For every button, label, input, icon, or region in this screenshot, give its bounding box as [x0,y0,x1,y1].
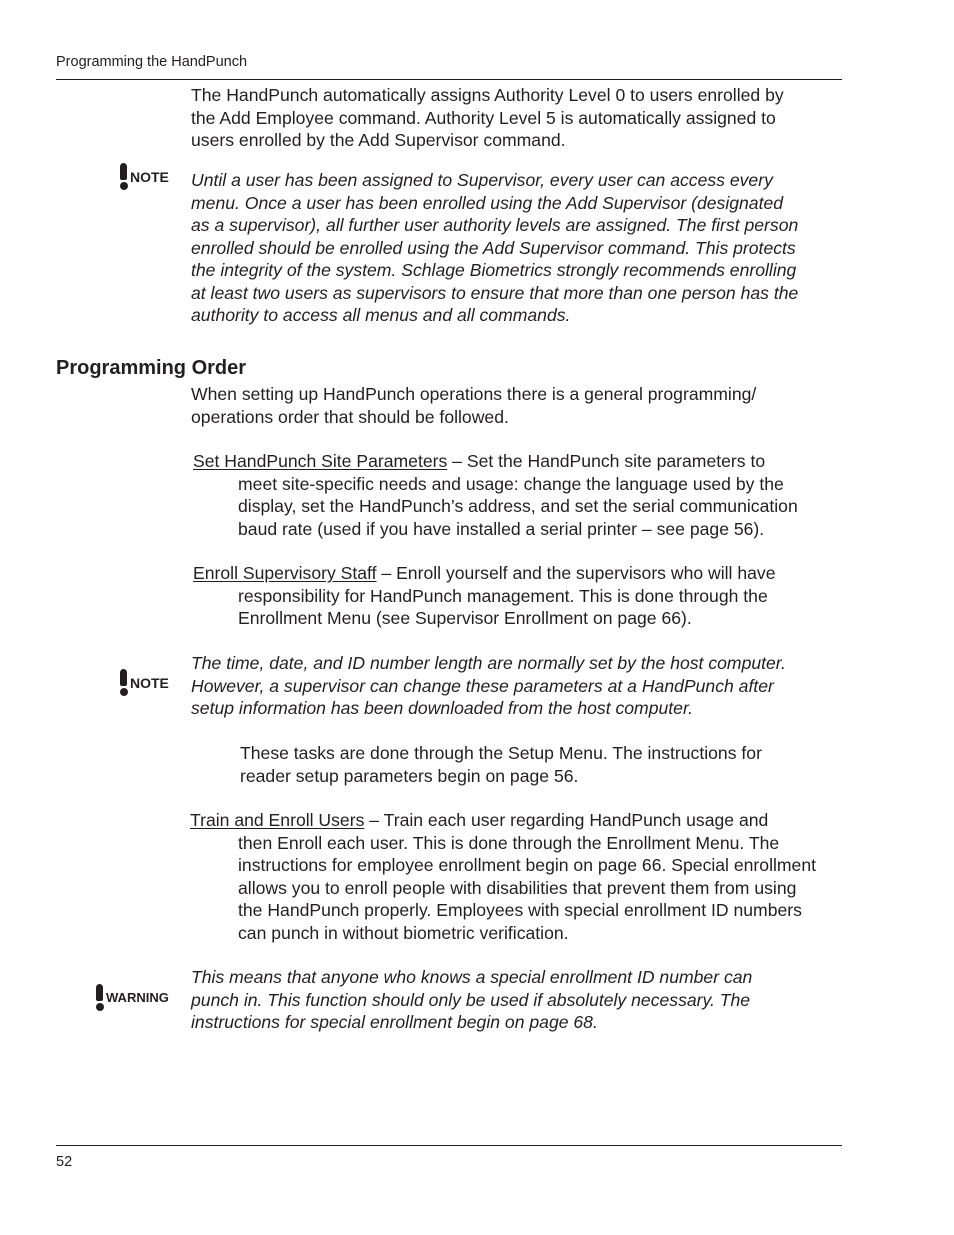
warning-line: This means that anyone who knows a special enrollment ID number can [191,967,753,987]
warning-line: punch in. This function should only be used if absolutely necessary. The [191,989,751,1010]
warning-callout [95,984,169,1012]
setup-info [240,742,850,787]
page-number: 52 [56,1154,73,1170]
step-first-line: – Enroll yourself and the supervisors who will have [376,563,776,583]
note-line: authority to access all menus and all commands. [191,305,571,325]
intro-line: the Add Employee command. Authority Level 5 is automatically assigned to [191,107,776,128]
note-line: However, a supervisor can change these parameters at a HandPunch after [191,675,774,696]
step-title: Set HandPunch Site Parameters [193,451,448,471]
step-item [193,562,853,630]
step-first-line: – Set the HandPunch site parameters to [447,451,766,471]
step-line: instructions for employee enrollment begin on page 66. Special enrollment [238,855,816,875]
step-line: responsibility for HandPunch management. This is done through the [238,585,768,606]
note-line: the integrity of the system. Schlage Biometrics strongly recommends enrolling [191,260,797,280]
note-line: enrolled should be enrolled using the Add Supervisor command. This protects [191,237,796,258]
step-first-line: – Train each user regarding HandPunch usage and [364,810,769,830]
warning-line: instructions for special enrollment begin on page 68. [191,1012,598,1032]
note-line: The time, date, and ID number length are normally set by the host computer. [191,653,786,673]
note-line: menu. Once a user has been enrolled using the Add Supervisor (designated [191,192,784,213]
note-label: NOTE [130,675,169,691]
note-text [191,169,851,327]
step-line: can punch in without biometric verification. [238,922,569,943]
section-intro-line: When setting up HandPunch operations there is a general programming/ [191,384,757,404]
running-head: Programming the HandPunch [56,54,248,70]
step-line: display, set the HandPunch’s address, and set the serial communication [238,496,798,516]
exclamation-icon [119,163,127,191]
step-line: baud rate (used if you have installed a serial printer – see page 56). [238,518,765,539]
step-title: Enroll Supervisory Staff [193,563,377,583]
step-line: the HandPunch properly. Employees with special enrollment ID numbers [238,900,802,920]
step-line: Enrollment Menu (see Supervisor Enrollment on page 66). [238,608,692,628]
step-line: meet site-specific needs and usage: change the language used by the [238,473,784,494]
section-intro [191,383,851,428]
step-item [190,809,850,944]
note-line: as a supervisor), all further user authority levels are assigned. The first person [191,215,799,235]
intro-line: users enrolled by the Add Supervisor command. [191,130,566,150]
note-text [191,652,851,720]
footer-rule [56,1145,842,1146]
section-heading: Programming Order [56,357,247,379]
setup-info-line: These tasks are done through the Setup Menu. The instructions for [240,743,762,763]
intro-paragraph [191,84,851,152]
step-line: then Enroll each user. This is done through the Enrollment Menu. The [238,832,780,853]
note-label: NOTE [130,169,169,185]
step-item [193,450,853,540]
note-line: at least two users as supervisors to ensure that more than one person has the [191,282,799,303]
note-callout [119,669,169,697]
step-title: Train and Enroll Users [190,810,365,830]
warning-label: WARNING [106,990,169,1005]
warning-text [191,966,851,1034]
header-rule [56,79,842,80]
note-line: Until a user has been assigned to Supervisor, every user can access every [191,170,773,190]
section-intro-line: operations order that should be followed. [191,406,509,427]
note-callout [119,163,169,191]
exclamation-icon [95,984,103,1012]
note-line: setup information has been downloaded from the host computer. [191,698,694,718]
step-line: allows you to enroll people with disabilities that prevent them from using [238,877,797,898]
exclamation-icon [119,669,127,697]
intro-line: The HandPunch automatically assigns Authority Level 0 to users enrolled by [191,85,784,105]
setup-info-line: reader setup parameters begin on page 56. [240,765,579,786]
